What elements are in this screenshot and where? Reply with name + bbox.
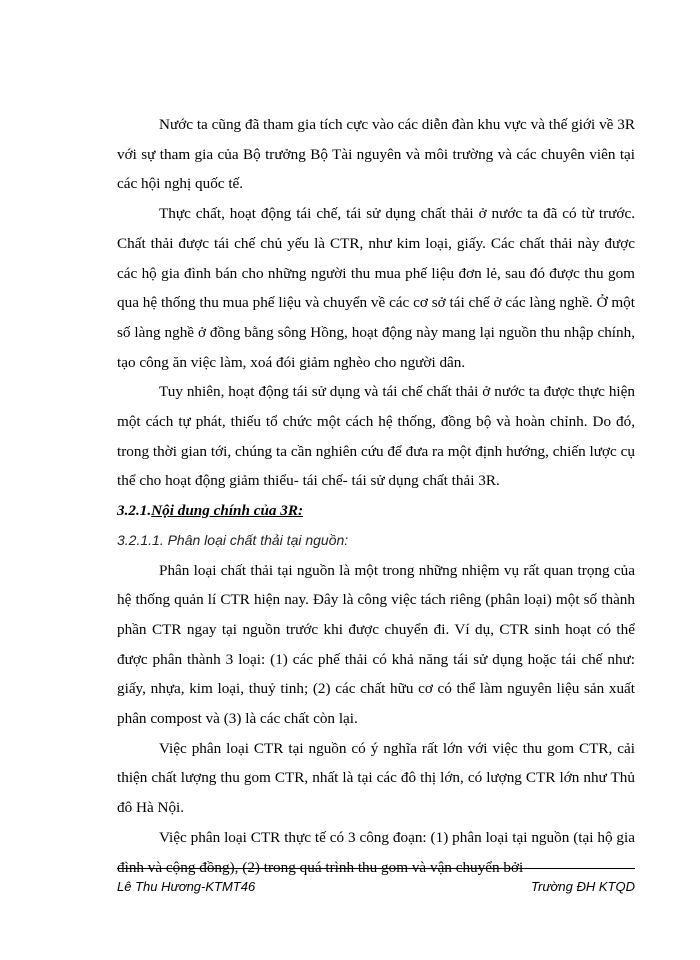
document-body [117,110,635,882]
page-footer [117,878,635,896]
paragraph-spontaneous-activity: Tuy nhiên, hoạt động tái sử dụng và tái chế chất thải ở nước ta được thực hiện một cách tự phát, thiếu tổ chức một cách hệ thống, đồng bộ và hoàn chỉnh. Do đó, trong thời gian tới, chúng ta cần nghiên cứu để đưa ra một định hướng, chiến lược cụ thể cho hoạt động giảm thiểu- tái chế- tái sử dụng chất thải 3R. [117,383,635,490]
footer-institution: Trường ĐH KTQD [531,879,635,894]
section-heading-3-2-1 [117,496,635,526]
paragraph-source-separation: Phân loại chất thải tại nguồn là một trong những nhiệm vụ rất quan trọng của hệ thống quản lí CTR hiện nay. Đây là công việc tách riêng (phân loại) một số thành phần CTR ngay tại nguồn trước khi được chuyển đi. Ví dụ, CTR sinh hoạt có thể được phân thành 3 loại: (1) các phế thải có khả năng tái sử dụng hoặc tái chế như: giấy, nhựa, kim loại, thuỷ tinh; (2) các chất hữu cơ có thể làm nguyên liệu sản xuất phân compost và (3) là các chất còn lại. [117,561,635,728]
paragraph-separation-significance: Việc phân loại CTR tại nguồn có ý nghĩa rất lớn với việc thu gom CTR, cải thiện chất lượng thu gom CTR, nhất là tại các đô thị lớn, có lượng CTR lớn như Thủ đô Hà Nội. [117,739,635,817]
footer-divider [117,868,635,869]
paragraph-recycling-practice: Thực chất, hoạt động tái chế, tái sử dụng chất thải ở nước ta đã có từ trước. Chất thải được tái chế chủ yếu là CTR, như kim loại, giấy. Các chất thải này được các hộ gia đình bán cho những người thu mua phế liệu đơn lẻ, sau đó được thu gom qua hệ thống thu mua phế liệu và chuyển về các cơ sở tái chế ở các làng nghề. Ở một số làng nghề ở đồng bằng sông Hồng, hoạt động này mang lại nguồn thu nhập chính, tạo công ăn việc làm, xoá đói giảm nghèo cho người dân. [117,205,635,371]
footer-author: Lê Thu Hương-KTMT46 [117,879,256,894]
section-heading-title: Nội dung chính của 3R: [151,502,304,520]
paragraph-3r-forums: Nước ta cũng đã tham gia tích cực vào các diễn đàn khu vực và thế giới về 3R với sự tham gia của Bộ trưởng Bộ Tài nguyên và môi trường và các chuyên viên tại các hội nghị quốc tế. [117,116,635,193]
subsection-heading-3-2-1-1: 3.2.1.1. Phân loại chất thải tại nguồn: [117,531,349,548]
section-heading-number: 3.2.1. [117,502,152,520]
paragraph-separation-stages: Việc phân loại CTR thực tế có 3 công đoạn: (1) phân loại tại nguồn (tại hộ gia đình và cộng đồng), (2) trong quá trình thu gom và vận chuyển bởi [117,828,635,876]
